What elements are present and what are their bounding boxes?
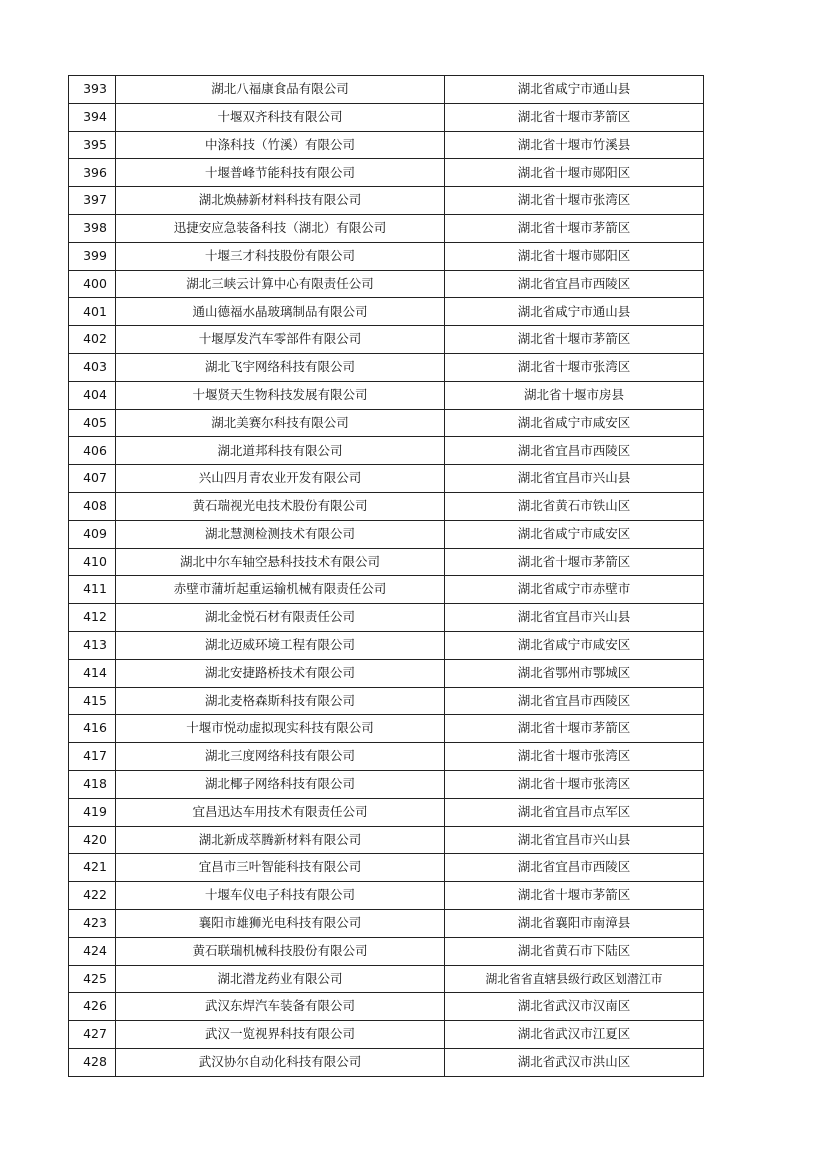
company-name-cell: 兴山四月青农业开发有限公司 [116,465,445,493]
location-text: 湖北省十堰市郧阳区 [517,164,631,180]
company-name-cell: 十堰厚发汽车零部件有限公司 [116,326,445,354]
company-name-cell: 迅捷安应急装备科技（湖北）有限公司 [116,214,445,242]
company-name-cell: 湖北麦格森斯科技有限公司 [116,687,445,715]
table-row [69,993,704,1021]
location-text: 湖北省省直辖县级行政区划潜江市 [485,971,663,986]
table-row [69,715,704,743]
row-number-cell: 411 [69,576,116,604]
location-cell [445,131,704,159]
company-name-cell: 湖北新成萃腾新材料有限公司 [116,826,445,854]
row-number-cell: 403 [69,353,116,381]
location-cell [445,242,704,270]
location-text: 湖北省十堰市茅箭区 [517,220,631,236]
company-name-cell: 湖北中尔车轴空悬科技技术有限公司 [116,548,445,576]
row-number-cell: 427 [69,1021,116,1049]
location-text: 湖北省十堰市茅箭区 [517,720,631,736]
row-number-cell: 397 [69,187,116,215]
location-text: 湖北省宜昌市西陵区 [517,275,631,291]
location-cell [445,298,704,326]
location-text: 湖北省十堰市竹溪县 [517,136,631,152]
table-row [69,520,704,548]
company-name-cell: 宜昌市三叶智能科技有限公司 [116,854,445,882]
table-row [69,882,704,910]
company-name-cell: 湖北迈威环境工程有限公司 [116,631,445,659]
table-row [69,1021,704,1049]
table-row [69,242,704,270]
location-text: 湖北省十堰市郧阳区 [517,247,631,263]
location-cell [445,1021,704,1049]
table-row [69,826,704,854]
location-cell [445,103,704,131]
row-number-cell: 398 [69,214,116,242]
company-name-cell: 十堰三才科技股份有限公司 [116,242,445,270]
company-name-cell: 湖北潜龙药业有限公司 [116,965,445,993]
location-cell [445,187,704,215]
location-cell [445,548,704,576]
row-number-cell: 421 [69,854,116,882]
location-cell [445,270,704,298]
company-name-cell: 湖北美赛尔科技有限公司 [116,409,445,437]
location-cell [445,353,704,381]
row-number-cell: 399 [69,242,116,270]
location-text: 湖北省武汉市洪山区 [517,1054,631,1070]
table-row [69,159,704,187]
location-cell [445,381,704,409]
row-number-cell: 396 [69,159,116,187]
location-text: 湖北省十堰市茅箭区 [517,331,631,347]
location-cell [445,604,704,632]
company-name-cell: 中涤科技（竹溪）有限公司 [116,131,445,159]
location-cell [445,576,704,604]
row-number-cell: 426 [69,993,116,1021]
company-name-cell: 湖北八福康食品有限公司 [116,76,445,104]
location-text: 湖北省黄石市下陆区 [517,942,631,958]
table-row [69,187,704,215]
table-row [69,659,704,687]
company-name-cell: 湖北三峡云计算中心有限责任公司 [116,270,445,298]
location-cell [445,743,704,771]
company-list-table [68,75,704,1077]
location-cell [445,159,704,187]
table-row [69,798,704,826]
location-cell [445,409,704,437]
location-text: 湖北省宜昌市点军区 [517,803,631,819]
company-name-cell: 武汉协尔自动化科技有限公司 [116,1048,445,1076]
row-number-cell: 425 [69,965,116,993]
table-row [69,103,704,131]
company-name-cell: 湖北慧测检测技术有限公司 [116,520,445,548]
table-row [69,270,704,298]
location-text: 湖北省宜昌市兴山县 [517,470,631,486]
location-text: 湖北省宜昌市西陵区 [517,442,631,458]
location-cell [445,76,704,104]
table-row [69,492,704,520]
row-number-cell: 417 [69,743,116,771]
row-number-cell: 395 [69,131,116,159]
row-number-cell: 406 [69,437,116,465]
location-text: 湖北省十堰市张湾区 [517,192,631,208]
location-text: 湖北省咸宁市咸安区 [517,525,631,541]
row-number-cell: 420 [69,826,116,854]
company-name-cell: 赤壁市蒲圻起重运输机械有限责任公司 [116,576,445,604]
location-text: 湖北省十堰市茅箭区 [517,108,631,124]
row-number-cell: 410 [69,548,116,576]
location-cell [445,715,704,743]
row-number-cell: 418 [69,770,116,798]
location-cell [445,1048,704,1076]
row-number-cell: 412 [69,604,116,632]
company-name-cell: 十堰贤天生物科技发展有限公司 [116,381,445,409]
table-row [69,437,704,465]
row-number-cell: 407 [69,465,116,493]
location-cell [445,214,704,242]
table-row [69,353,704,381]
company-name-cell: 通山德福水晶玻璃制品有限公司 [116,298,445,326]
row-number-cell: 416 [69,715,116,743]
location-cell [445,909,704,937]
table-row [69,381,704,409]
location-text: 湖北省十堰市张湾区 [517,748,631,764]
company-name-cell: 湖北椰子网络科技有限公司 [116,770,445,798]
location-text: 湖北省咸宁市咸安区 [517,414,631,430]
table-row [69,409,704,437]
location-cell [445,520,704,548]
location-text: 湖北省咸宁市通山县 [517,81,631,97]
table-row [69,76,704,104]
row-number-cell: 394 [69,103,116,131]
company-name-cell: 襄阳市雄狮光电科技有限公司 [116,909,445,937]
location-text: 湖北省黄石市铁山区 [517,498,631,514]
table-row [69,298,704,326]
company-name-cell: 宜昌迅达车用技术有限责任公司 [116,798,445,826]
company-name-cell: 湖北飞宇网络科技有限公司 [116,353,445,381]
location-text: 湖北省十堰市张湾区 [517,776,631,792]
location-text: 湖北省宜昌市西陵区 [517,859,631,875]
company-name-cell: 十堰普峰节能科技有限公司 [116,159,445,187]
row-number-cell: 415 [69,687,116,715]
company-name-cell: 湖北金悦石材有限责任公司 [116,604,445,632]
table-row [69,687,704,715]
row-number-cell: 402 [69,326,116,354]
location-text: 湖北省十堰市茅箭区 [517,553,631,569]
table-row [69,854,704,882]
company-name-cell: 黄石瑞视光电技术股份有限公司 [116,492,445,520]
row-number-cell: 401 [69,298,116,326]
row-number-cell: 422 [69,882,116,910]
table-body [69,76,704,1077]
location-cell [445,631,704,659]
company-name-cell: 武汉一览视界科技有限公司 [116,1021,445,1049]
location-text: 湖北省襄阳市南漳县 [517,915,631,931]
table-row [69,631,704,659]
row-number-cell: 404 [69,381,116,409]
table-row [69,770,704,798]
company-name-cell: 湖北道邦科技有限公司 [116,437,445,465]
row-number-cell: 409 [69,520,116,548]
location-text: 湖北省武汉市江夏区 [517,1026,631,1042]
location-cell [445,687,704,715]
row-number-cell: 413 [69,631,116,659]
company-name-cell: 武汉东焊汽车装备有限公司 [116,993,445,1021]
row-number-cell: 408 [69,492,116,520]
location-cell [445,854,704,882]
location-text: 湖北省宜昌市兴山县 [517,609,631,625]
table-row [69,326,704,354]
table-row [69,465,704,493]
location-cell [445,770,704,798]
table-row [69,576,704,604]
location-text: 湖北省宜昌市兴山县 [517,831,631,847]
location-cell [445,659,704,687]
company-name-cell: 十堰车仪电子科技有限公司 [116,882,445,910]
table-row [69,131,704,159]
table-row [69,937,704,965]
location-cell [445,465,704,493]
location-cell [445,882,704,910]
table-row [69,965,704,993]
location-text: 湖北省咸宁市咸安区 [517,637,631,653]
location-text: 湖北省宜昌市西陵区 [517,692,631,708]
row-number-cell: 424 [69,937,116,965]
company-name-cell: 黄石联瑞机械科技股份有限公司 [116,937,445,965]
location-text: 湖北省武汉市汉南区 [517,998,631,1014]
row-number-cell: 405 [69,409,116,437]
company-name-cell: 湖北安捷路桥技术有限公司 [116,659,445,687]
location-text: 湖北省十堰市张湾区 [517,359,631,375]
location-cell [445,937,704,965]
row-number-cell: 423 [69,909,116,937]
table-row [69,548,704,576]
location-text: 湖北省十堰市茅箭区 [517,887,631,903]
table-row [69,604,704,632]
row-number-cell: 428 [69,1048,116,1076]
location-cell [445,437,704,465]
table-row [69,743,704,771]
row-number-cell: 400 [69,270,116,298]
location-text: 湖北省鄂州市鄂城区 [517,664,631,680]
row-number-cell: 414 [69,659,116,687]
table-row [69,1048,704,1076]
location-text: 湖北省咸宁市通山县 [517,303,631,319]
company-name-cell: 湖北三度网络科技有限公司 [116,743,445,771]
location-cell [445,798,704,826]
company-name-cell: 十堰市悦动虚拟现实科技有限公司 [116,715,445,743]
company-name-cell: 湖北焕赫新材料科技有限公司 [116,187,445,215]
location-cell [445,993,704,1021]
location-cell [445,965,704,993]
location-cell [445,826,704,854]
location-cell [445,326,704,354]
row-number-cell: 393 [69,76,116,104]
location-text: 湖北省十堰市房县 [523,386,624,402]
table-row [69,909,704,937]
row-number-cell: 419 [69,798,116,826]
company-name-cell: 十堰双齐科技有限公司 [116,103,445,131]
table-row [69,214,704,242]
location-text: 湖北省咸宁市赤壁市 [517,581,631,597]
location-cell [445,492,704,520]
